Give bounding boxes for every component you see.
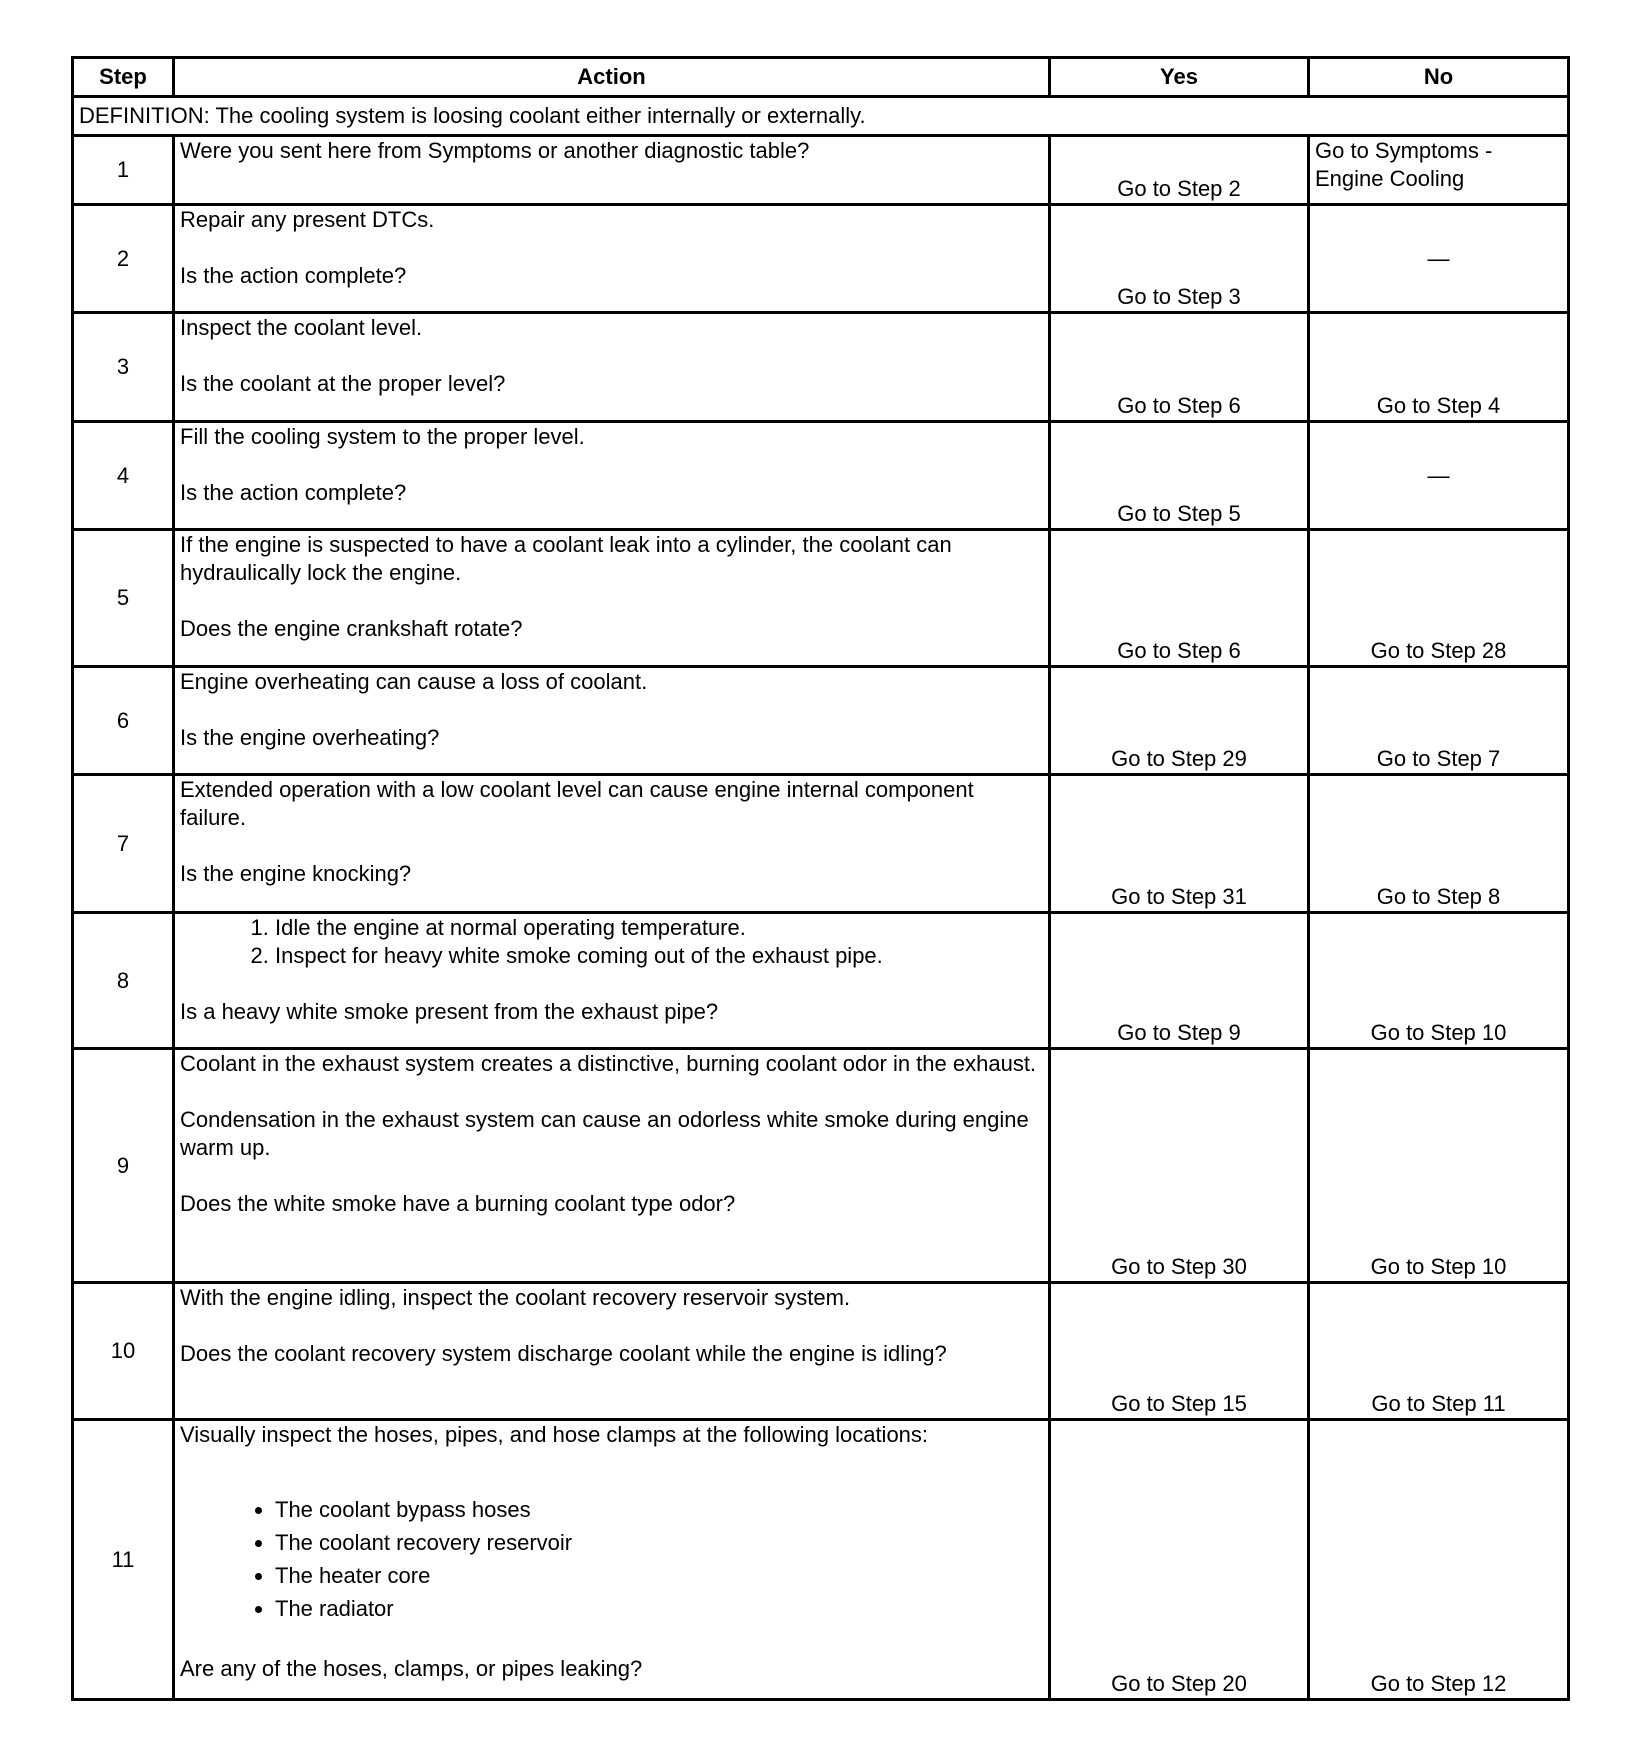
definition-text: DEFINITION: The cooling system is loosing coolant either internally or externally. [73, 97, 1569, 136]
no-link: Go to Step 7 [1309, 667, 1569, 775]
list-item: • The coolant recovery reservoir [275, 1526, 1043, 1559]
no-link: Go to Step 4 [1309, 313, 1569, 422]
no-link: Go to Symptoms - Engine Cooling [1309, 136, 1569, 205]
question-text: Is the coolant at the proper level? [180, 371, 506, 396]
header-action: Action [174, 58, 1050, 97]
step-number: 5 [73, 530, 174, 667]
list-item: 1. Idle the engine at normal operating temperature. [275, 914, 1043, 942]
action-text: Fill the cooling system to the proper level. [180, 424, 585, 449]
header-yes: Yes [1050, 58, 1309, 97]
no-link: Go to Step 10 [1309, 913, 1569, 1049]
question-text: Is a heavy white smoke present from the exhaust pipe? [180, 999, 719, 1024]
yes-link: Go to Step 20 [1050, 1420, 1309, 1700]
table-row [73, 1049, 1569, 1283]
action-cell [174, 775, 1050, 913]
step-number: 7 [73, 775, 174, 913]
yes-link: Go to Step 15 [1050, 1283, 1309, 1420]
step-number: 9 [73, 1049, 174, 1283]
action-text: If the engine is suspected to have a coolant leak into a cylinder, the coolant can hydraulically lock the engine. [180, 532, 952, 585]
yes-link: Go to Step 31 [1050, 775, 1309, 913]
numbered-list [180, 914, 1043, 970]
table-row [73, 136, 1569, 205]
action-text: With the engine idling, inspect the coolant recovery reservoir system. [180, 1285, 851, 1310]
bullet-list [180, 1493, 1043, 1625]
table-row [73, 205, 1569, 313]
yes-link: Go to Step 6 [1050, 530, 1309, 667]
step-number: 2 [73, 205, 174, 313]
diagnostic-table [71, 56, 1570, 1701]
no-link: — [1309, 205, 1569, 313]
definition-row [73, 97, 1569, 136]
table-row [73, 313, 1569, 422]
no-link: — [1309, 422, 1569, 530]
action-cell [174, 913, 1050, 1049]
no-link: Go to Step 12 [1309, 1420, 1569, 1700]
action-cell [174, 422, 1050, 530]
yes-link: Go to Step 9 [1050, 913, 1309, 1049]
list-item: • The radiator [275, 1592, 1043, 1625]
action-text: Repair any present DTCs. [180, 207, 435, 232]
action-text: Condensation in the exhaust system can cause an odorless white smoke during engine warm up. [180, 1107, 1029, 1160]
action-text: Visually inspect the hoses, pipes, and hose clamps at the following locations: [180, 1422, 929, 1447]
header-no: No [1309, 58, 1569, 97]
step-number: 10 [73, 1283, 174, 1420]
list-item: • The heater core [275, 1559, 1043, 1592]
question-text: Does the engine crankshaft rotate? [180, 616, 523, 641]
action-text: Inspect the coolant level. [180, 315, 423, 340]
yes-link: Go to Step 2 [1050, 136, 1309, 205]
question-text: Is the engine knocking? [180, 861, 412, 886]
table-row [73, 1420, 1569, 1700]
table-row [73, 667, 1569, 775]
action-cell [174, 1420, 1050, 1700]
step-number: 8 [73, 913, 174, 1049]
no-link: Go to Step 11 [1309, 1283, 1569, 1420]
question-text: Does the white smoke have a burning coolant type odor? [180, 1191, 736, 1216]
no-link: Go to Step 8 [1309, 775, 1569, 913]
step-number: 4 [73, 422, 174, 530]
action-cell [174, 1049, 1050, 1283]
table-row [73, 530, 1569, 667]
yes-link: Go to Step 3 [1050, 205, 1309, 313]
action-cell [174, 136, 1050, 205]
header-step: Step [73, 58, 174, 97]
question-text: Does the coolant recovery system discharge coolant while the engine is idling? [180, 1341, 947, 1366]
table-row [73, 913, 1569, 1049]
action-text: Extended operation with a low coolant level can cause engine internal component failure. [180, 777, 974, 830]
step-number: 11 [73, 1420, 174, 1700]
table-row [73, 775, 1569, 913]
action-text: Were you sent here from Symptoms or another diagnostic table? [180, 138, 810, 163]
action-cell [174, 1283, 1050, 1420]
no-link: Go to Step 28 [1309, 530, 1569, 667]
step-number: 1 [73, 136, 174, 205]
header-row [73, 58, 1569, 97]
yes-link: Go to Step 29 [1050, 667, 1309, 775]
action-text: Coolant in the exhaust system creates a distinctive, burning coolant odor in the exhaust. [180, 1051, 1037, 1076]
step-number: 6 [73, 667, 174, 775]
action-cell [174, 205, 1050, 313]
list-item: 2. Inspect for heavy white smoke coming out of the exhaust pipe. [275, 942, 1043, 970]
yes-link: Go to Step 6 [1050, 313, 1309, 422]
action-cell [174, 667, 1050, 775]
yes-link: Go to Step 5 [1050, 422, 1309, 530]
question-text: Is the action complete? [180, 263, 407, 288]
step-number: 3 [73, 313, 174, 422]
question-text: Is the action complete? [180, 480, 407, 505]
table-row [73, 1283, 1569, 1420]
action-cell [174, 530, 1050, 667]
list-item: • The coolant bypass hoses [275, 1493, 1043, 1526]
question-text: Is the engine overheating? [180, 725, 440, 750]
action-cell [174, 313, 1050, 422]
question-text: Are any of the hoses, clamps, or pipes leaking? [180, 1656, 643, 1681]
action-text: Engine overheating can cause a loss of coolant. [180, 669, 648, 694]
yes-link: Go to Step 30 [1050, 1049, 1309, 1283]
table-row [73, 422, 1569, 530]
no-link: Go to Step 10 [1309, 1049, 1569, 1283]
